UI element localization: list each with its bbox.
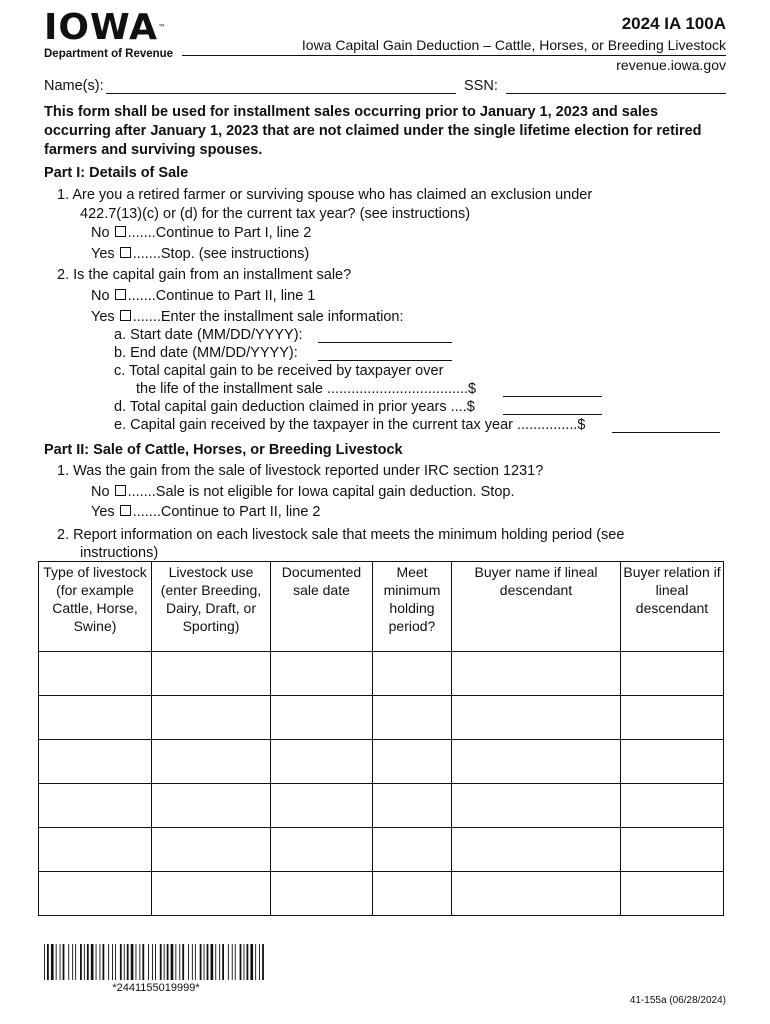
part2-heading: Part II: Sale of Cattle, Horses, or Breeding Livestock <box>44 442 403 458</box>
part1-q1-no <box>91 225 311 241</box>
no-label: No <box>91 484 110 500</box>
part1-q1-yes <box>91 246 309 262</box>
barcode-bar <box>142 944 144 980</box>
table-cell[interactable] <box>39 872 152 916</box>
table-cell[interactable] <box>39 784 152 828</box>
department-name: Department of Revenue <box>44 48 174 60</box>
header-rule <box>182 55 726 56</box>
table-header-row <box>39 562 724 652</box>
barcode-bar <box>155 944 156 980</box>
barcode-bar <box>47 944 49 980</box>
barcode-bar <box>219 944 220 980</box>
barcode-bar <box>247 944 249 980</box>
part2-q1-yes <box>91 504 320 520</box>
barcode-bar <box>103 944 105 980</box>
table-cell[interactable] <box>152 652 271 696</box>
barcode-bar <box>131 944 134 980</box>
barcode-bar <box>160 944 162 980</box>
part1-q2: 2. Is the capital gain from an installment sale? <box>57 267 352 283</box>
col-holding-period: Meet minimum holding period? <box>373 562 452 652</box>
barcode-bar <box>188 944 189 980</box>
yes-label: Yes <box>91 309 115 325</box>
col-buyer-name: Buyer name if lineal descendant <box>452 562 621 652</box>
names-label: Name(s): <box>44 78 104 94</box>
table-cell[interactable] <box>271 872 373 916</box>
barcode-bar <box>68 944 69 980</box>
logo-wordmark <box>44 7 173 48</box>
table-cell[interactable] <box>39 652 152 696</box>
prior-deduction-label: d. Total capital gain deduction claimed in prior years ....$ <box>114 399 475 415</box>
barcode-bar <box>51 944 54 980</box>
table-cell[interactable] <box>39 828 152 872</box>
no-label: No <box>91 288 110 304</box>
barcode-bar <box>262 944 264 980</box>
website-link[interactable]: revenue.iowa.gov <box>616 57 726 73</box>
col-livestock-use: Livestock use (enter Breeding, Dairy, Draft, or Sporting) <box>152 562 271 652</box>
barcode-bar <box>255 944 256 980</box>
barcode-bar <box>152 944 153 980</box>
table-cell[interactable] <box>39 696 152 740</box>
current-gain-label: e. Capital gain received by the taxpayer in the current tax year ...............$ <box>114 417 586 433</box>
barcode-bar <box>56 944 57 980</box>
barcode-bar <box>72 944 73 980</box>
barcode-bar <box>63 944 65 980</box>
option-text: .......Sale is not eligible for Iowa capital gain deduction. Stop. <box>127 484 515 500</box>
table-cell[interactable] <box>373 740 452 784</box>
table-cell[interactable] <box>621 652 724 696</box>
table-row <box>39 784 724 828</box>
ssn-field[interactable] <box>506 93 726 94</box>
table-cell[interactable] <box>271 828 373 872</box>
table-cell[interactable] <box>621 740 724 784</box>
start-date-field[interactable] <box>318 342 452 343</box>
table-cell[interactable] <box>271 696 373 740</box>
barcode-bar <box>207 944 209 980</box>
total-gain-label: c. Total capital gain to be received by taxpayer over <box>114 363 444 379</box>
barcode-bar <box>139 944 140 980</box>
barcode-bar <box>60 944 61 980</box>
names-field[interactable] <box>106 93 456 94</box>
barcode-bar <box>259 944 260 980</box>
total-gain-field[interactable] <box>503 396 602 397</box>
barcode-bar <box>124 944 125 980</box>
option-text: .......Continue to Part II, line 2 <box>132 504 321 520</box>
table-row <box>39 696 724 740</box>
barcode-bar <box>215 944 216 980</box>
part2-q1-no <box>91 484 514 500</box>
barcode-bar <box>200 944 202 980</box>
table-cell[interactable] <box>271 784 373 828</box>
table-cell[interactable] <box>373 784 452 828</box>
end-date-field[interactable] <box>318 360 452 361</box>
table-cell[interactable] <box>452 872 621 916</box>
barcode-bar <box>108 944 109 980</box>
table-cell[interactable] <box>452 784 621 828</box>
barcode-bar <box>87 944 89 980</box>
barcode-bar <box>80 944 82 980</box>
part1-q2-no <box>91 288 315 304</box>
barcode-bar <box>235 944 236 980</box>
form-id: 2024 IA 100A <box>621 14 726 33</box>
barcode-bar <box>164 944 165 980</box>
table-cell[interactable] <box>39 740 152 784</box>
table-row <box>39 740 724 784</box>
barcode-bar <box>232 944 233 980</box>
part2-q2: 2. Report information on each livestock sale that meets the minimum holding period (see <box>57 527 625 543</box>
part1-q1-no-checkbox[interactable] <box>115 226 126 237</box>
table-cell[interactable] <box>452 652 621 696</box>
part1-q1: 1. Are you a retired farmer or surviving spouse who has claimed an exclusion under <box>57 187 593 203</box>
table-cell[interactable] <box>271 740 373 784</box>
part1-q2-yes-checkbox[interactable] <box>120 310 131 321</box>
table-cell[interactable] <box>373 652 452 696</box>
col-buyer-relation: Buyer relation if lineal descendant <box>621 562 724 652</box>
part2-q1-yes-checkbox[interactable] <box>120 505 131 516</box>
barcode-bar <box>240 944 242 980</box>
table-cell[interactable] <box>452 696 621 740</box>
part1-q2-no-checkbox[interactable] <box>115 289 126 300</box>
barcode-bar <box>175 944 176 980</box>
barcode-bar <box>192 944 193 980</box>
table-cell[interactable] <box>152 740 271 784</box>
table-cell[interactable] <box>373 828 452 872</box>
barcode-bar <box>91 944 94 980</box>
table-cell[interactable] <box>152 828 271 872</box>
part1-q1-yes-checkbox[interactable] <box>120 247 131 258</box>
barcode-text: *2441155019999* <box>112 982 200 994</box>
yes-label: Yes <box>91 504 115 520</box>
livestock-sales-table <box>38 561 724 916</box>
table-cell[interactable] <box>621 784 724 828</box>
barcode-bar <box>222 944 224 980</box>
table-cell[interactable] <box>452 740 621 784</box>
barcode-bar <box>195 944 196 980</box>
barcode-bar <box>167 944 169 980</box>
barcode-bar <box>84 944 85 980</box>
barcode <box>44 944 268 980</box>
part2-q1-no-checkbox[interactable] <box>115 485 126 496</box>
prior-deduction-field[interactable] <box>503 414 602 415</box>
barcode-bar <box>115 944 116 980</box>
table-cell[interactable] <box>152 784 271 828</box>
start-date-label: a. Start date (MM/DD/YYYY): <box>114 327 303 343</box>
table-cell[interactable] <box>452 828 621 872</box>
form-title: Iowa Capital Gain Deduction – Cattle, Horses, or Breeding Livestock <box>301 37 726 53</box>
col-livestock-type: Type of livestock (for example Cattle, Horse, Swine) <box>39 562 152 652</box>
barcode-bar <box>120 944 122 980</box>
table-row <box>39 828 724 872</box>
part2-q1: 1. Was the gain from the sale of livestock reported under IRC section 1231? <box>57 463 544 479</box>
part2-q2-cont: instructions) <box>80 545 159 561</box>
barcode-bar <box>112 944 113 980</box>
barcode-bar <box>211 944 214 980</box>
table-cell[interactable] <box>373 872 452 916</box>
option-text: .......Stop. (see instructions) <box>132 246 310 262</box>
barcode-bar <box>244 944 245 980</box>
barcode-bar <box>136 944 137 980</box>
table-cell[interactable] <box>152 696 271 740</box>
part1-q1-cont: 422.7(13)(c) or (d) for the current tax year? (see instructions) <box>80 206 471 222</box>
total-gain-label-cont: the life of the installment sale ...................................$ <box>136 381 477 397</box>
barcode-bar <box>44 944 45 980</box>
table-row <box>39 652 724 696</box>
barcode-bar <box>228 944 229 980</box>
barcode-bar <box>171 944 174 980</box>
barcode-bar <box>204 944 205 980</box>
form-revision: 41-155a (06/28/2024) <box>629 995 726 1006</box>
option-text: .......Enter the installment sale information: <box>132 309 404 325</box>
table-cell[interactable] <box>373 696 452 740</box>
barcode-bar <box>179 944 180 980</box>
yes-label: Yes <box>91 246 115 262</box>
part1-q2-yes <box>91 309 403 325</box>
barcode-bar <box>148 944 149 980</box>
barcode-bar <box>75 944 76 980</box>
barcode-bar <box>182 944 184 980</box>
iowa-logo <box>44 7 174 60</box>
part1-heading: Part I: Details of Sale <box>44 165 189 181</box>
logo-text: IOWA <box>44 7 158 48</box>
barcode-bar <box>250 944 253 980</box>
table-row <box>39 872 724 916</box>
table-cell[interactable] <box>271 652 373 696</box>
barcode-bar <box>100 944 101 980</box>
table-cell[interactable] <box>621 828 724 872</box>
no-label: No <box>91 225 110 241</box>
option-text: .......Continue to Part II, line 1 <box>127 288 316 304</box>
option-text: .......Continue to Part I, line 2 <box>127 225 312 241</box>
current-gain-field[interactable] <box>612 432 720 433</box>
form-instructions: This form shall be used for installment sales occurring prior to January 1, 2023 and sales occurring after January 1, 2023 that are not claimed under the single lifetime election for retired farmers and surviving spouses. <box>44 104 702 158</box>
barcode-bar <box>96 944 97 980</box>
table-cell[interactable] <box>621 872 724 916</box>
col-sale-date: Documented sale date <box>271 562 373 652</box>
end-date-label: b. End date (MM/DD/YYYY): <box>114 345 298 361</box>
table-cell[interactable] <box>621 696 724 740</box>
table-cell[interactable] <box>152 872 271 916</box>
ssn-label: SSN: <box>464 78 498 94</box>
logo-trademark: ™ <box>157 23 167 32</box>
barcode-bar <box>127 944 129 980</box>
